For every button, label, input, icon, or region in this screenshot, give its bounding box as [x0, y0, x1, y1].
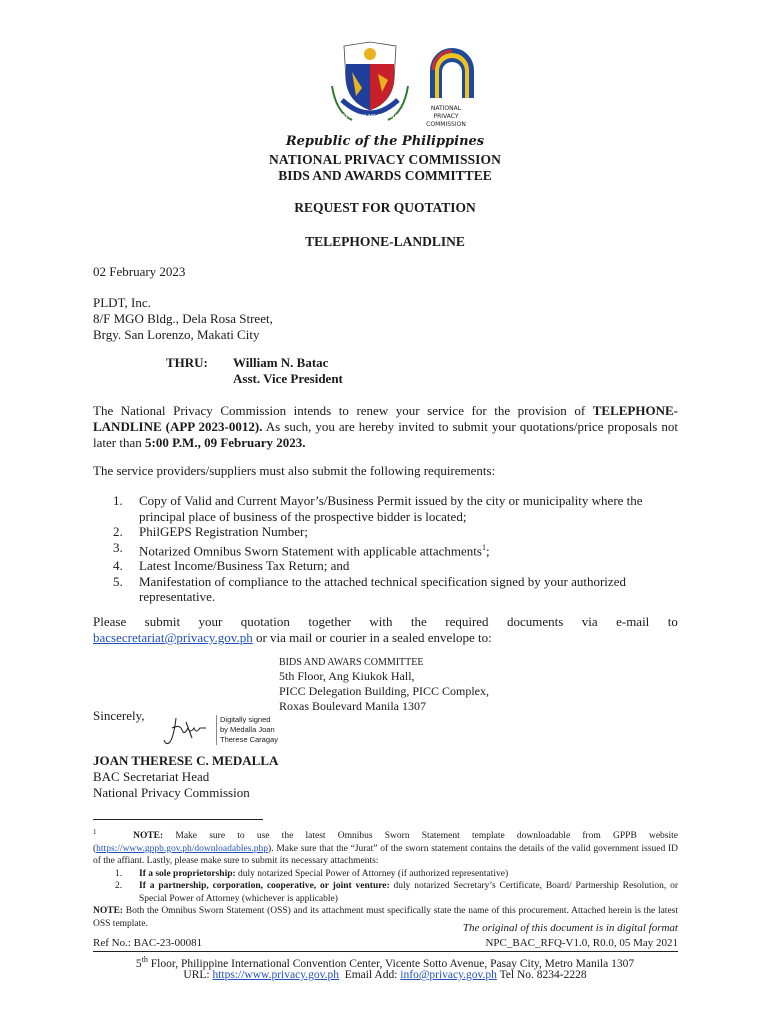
footnote-item-rest: duly notarized Special Power of Attorney (if authorized representative) — [235, 868, 509, 879]
list-item — [113, 558, 679, 574]
submission-line-2 — [93, 630, 678, 646]
addressee-line: PLDT, Inc. — [93, 295, 151, 310]
list-number: 4. — [113, 558, 123, 574]
footer-tel: Tel No. 8234-2228 — [496, 969, 587, 981]
npc-caption-1: NATIONAL — [430, 105, 462, 112]
closing: Sincerely, — [93, 708, 145, 723]
gppb-link[interactable]: https://www.gppb.gov.ph/downloadables.php — [96, 843, 269, 854]
footer-url-label: URL: — [183, 969, 213, 981]
digital-signature-note — [216, 715, 278, 745]
intro-bold-project: TELEPHONE-LANDLINE (APP 2023-0012). — [93, 403, 678, 434]
footnote-ref: 1 — [481, 542, 486, 552]
submission-word: required — [445, 614, 489, 629]
footnote-note2-text: Both the Omnibus Sworn Statement (OSS) and its attachment must specifically state the name of this procurement. Attached herein is the latest OSS template. — [93, 906, 678, 929]
submission-word: Please — [93, 614, 127, 629]
committee-name: BIDS AND AWARDS COMMITTEE — [278, 168, 492, 183]
intro-paragraph — [93, 403, 678, 451]
org-name: NATIONAL PRIVACY COMMISSION — [269, 152, 501, 167]
submission-word: submit — [144, 614, 181, 629]
submission-word: e-mail — [616, 614, 650, 629]
footnote-marker: 1 — [93, 828, 97, 836]
digital-signature-line: Therese Caragay — [220, 735, 278, 744]
requirements-intro: The service providers/suppliers must also submit the following requirements: — [93, 463, 496, 478]
submission-word: quotation — [240, 614, 290, 629]
submission-word: documents — [507, 614, 564, 629]
list-item — [113, 574, 679, 605]
footer-address — [0, 955, 770, 970]
npc-caption-2: PRIVACY — [433, 113, 459, 120]
footer-contacts — [0, 969, 770, 981]
footnote-item — [93, 868, 678, 881]
footnote-item-number: 2. — [115, 881, 123, 892]
footer-floor-suffix: th — [141, 955, 148, 964]
footnote-item-text — [139, 868, 508, 881]
bac-address-line: BIDS AND AWARS COMMITTEE — [279, 657, 424, 668]
digital-format-note: The original of this document is in digital format — [462, 922, 678, 934]
intro-text: As such, you are hereby invited to submit your quotations/price proposals not later than — [93, 419, 679, 450]
submission-paragraph — [93, 614, 678, 646]
bac-address-line: Roxas Boulevard Manila 1307 — [279, 699, 426, 713]
footnote-item-bold: If a sole proprietorship: — [139, 868, 236, 879]
submission-rest: or via mail or courier in a sealed envelope to: — [252, 630, 492, 645]
website-link[interactable]: https://www.privacy.gov.ph — [212, 969, 339, 981]
contact-email-link[interactable]: info@privacy.gov.ph — [400, 969, 497, 981]
list-item — [113, 524, 679, 540]
bac-address-line: 5th Floor, Ang Kiukok Hall, — [279, 669, 415, 683]
footnote-item-rest: duly notarized Secretary’s Certificate, Board/ Partnership Resolution, or Special Power of Attorney (whichever is applicable) — [139, 881, 678, 904]
bac-address-line: PICC Delegation Building, PICC Complex, — [279, 684, 490, 698]
footnote-item-text — [139, 880, 678, 905]
signatory-title: BAC Secretariat Head — [93, 769, 210, 784]
addressee-line: Brgy. San Lorenzo, Makati City — [93, 327, 260, 342]
logos-graphic — [322, 40, 482, 132]
requirements-list — [113, 493, 679, 605]
philippine-seal-logo — [332, 42, 408, 120]
submission-word: the — [410, 614, 427, 629]
seal-caption: REPUBLIKA NG PILIPINAS — [339, 114, 401, 120]
list-text: Latest Income/Business Tax Return; and — [139, 558, 350, 574]
list-text-wrap — [139, 540, 679, 559]
submission-word: together — [308, 614, 351, 629]
thru-name: William N. Batac — [233, 355, 329, 370]
npc-caption-3: COMMISSION — [426, 121, 466, 128]
republic-line: Republic of the Philippines — [285, 134, 485, 149]
footnote-note-label: NOTE: — [133, 831, 164, 842]
signatory-org: National Privacy Commission — [93, 785, 250, 800]
footnote-item — [93, 880, 678, 905]
addressee-block — [93, 295, 273, 343]
intro-bold-deadline: 5:00 P.M., 09 February 2023. — [144, 435, 306, 450]
list-text: PhilGEPS Registration Number; — [139, 524, 308, 539]
footnote-divider — [93, 819, 263, 820]
list-number: 1. — [113, 493, 123, 508]
footnote-item-bold: If a partnership, corporation, cooperative, or joint venture: — [139, 881, 390, 892]
npc-keyhole-logo — [430, 48, 474, 98]
signatory-name: JOAN THERESE C. MEDALLA — [93, 753, 279, 768]
list-text: Manifestation of compliance to the attached technical specification signed by your authorized representative. — [139, 573, 626, 605]
footer-address-text: Floor, Philippine International Convention Center, Vicente Sotto Avenue, Pasay City, Metro Manila 1307 — [147, 957, 635, 970]
submission-word: your — [198, 614, 223, 629]
footnote-item-number: 1. — [115, 868, 123, 879]
list-number: 5. — [113, 573, 123, 589]
footer-divider — [93, 951, 678, 952]
document-version: NPC_BAC_RFQ-V1.0, R0.0, 05 May 2021 — [485, 937, 678, 949]
list-text: Notarized Omnibus Sworn Statement with applicable attachments — [139, 542, 482, 558]
submission-line — [93, 614, 678, 630]
footnote-main — [93, 826, 678, 868]
footnote-text: Make sure to use the latest Omnibus Sworn Statement template downloadable from GPPB website ( — [93, 831, 678, 854]
list-text: Copy of Valid and Current Mayor’s/Business Permit issued by the city or municipality where the principal place of business of the prospective bidder is located; — [139, 493, 643, 524]
bac-address — [279, 656, 489, 714]
footnote-note2-label: NOTE: — [93, 906, 124, 917]
thru-position: Asst. Vice President — [233, 371, 343, 386]
bac-email-link[interactable]: bacsecretariat@privacy.gov.ph — [93, 630, 253, 645]
list-item — [113, 493, 679, 524]
list-number: 2. — [113, 524, 123, 539]
letterhead-logos — [322, 40, 482, 132]
signatory-details — [93, 769, 250, 801]
handwritten-signature — [162, 714, 212, 750]
digital-signature-line: Digitally signed — [220, 715, 271, 724]
digital-signature-line: by Medalla Joan — [220, 725, 275, 734]
footer-email-label: Email Add: — [338, 969, 401, 981]
addressee-line: 8/F MGO Bldg., Dela Rosa Street, — [93, 311, 273, 326]
submission-word: via — [581, 614, 598, 629]
thru-recipient — [233, 355, 343, 387]
letter-date: 02 February 2023 — [93, 264, 186, 279]
footnote — [93, 826, 678, 930]
reference-number: Ref No.: BAC-23-00081 — [93, 937, 203, 949]
footnote-text: ). Make sure that the “Jurat” of the sworn statement contains the details of the valid government issued ID of the affiant. Lastly, please make sure to submit its necessary attachments: — [93, 843, 678, 867]
document-subject: TELEPHONE-LANDLINE — [305, 234, 465, 249]
list-item — [113, 540, 679, 559]
intro-text: The National Privacy Commission intends to renew your service for the provision of — [93, 403, 593, 418]
submission-word: to — [667, 614, 678, 629]
signature-graphic — [162, 714, 212, 750]
submission-word: with — [369, 614, 393, 629]
list-number: 3. — [113, 539, 123, 555]
footer-floor: 5 — [135, 957, 142, 970]
document-title: REQUEST FOR QUOTATION — [294, 200, 476, 215]
thru-label: THRU: — [166, 355, 208, 370]
list-text-end: ; — [485, 542, 490, 558]
